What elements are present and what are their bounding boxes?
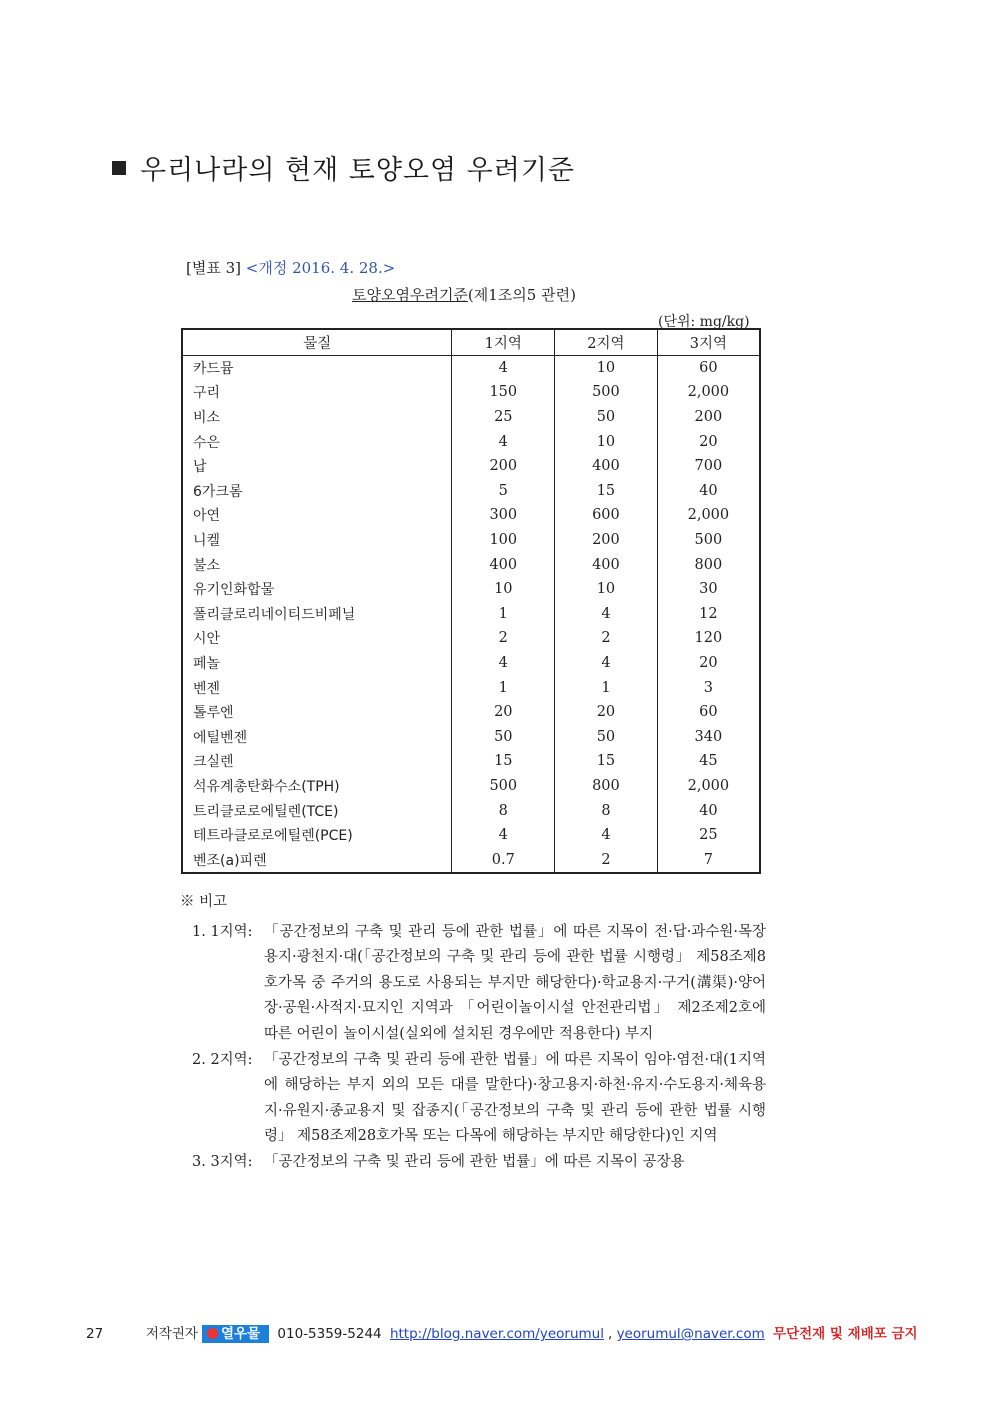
- substance-name: 폴리클로리네이티드비페닐: [193, 606, 356, 623]
- zone-2-value: 4: [555, 651, 658, 676]
- zone-3-value: 200: [657, 405, 760, 430]
- zone-1-value: 2: [452, 626, 555, 651]
- table-body: [182, 355, 760, 873]
- substance-name: 석유계총탄화수소(TPH): [193, 778, 340, 795]
- table-title-suffix: (제1조의5 관련): [467, 286, 576, 304]
- table-row: [182, 847, 760, 873]
- zone-1-value: 4: [452, 823, 555, 848]
- annex-label: [186, 257, 395, 278]
- substance-name: 6가크롬: [193, 483, 243, 500]
- table-row: [182, 528, 760, 553]
- zone-1-value: 150: [452, 380, 555, 405]
- page-number: 27: [86, 1326, 104, 1342]
- remark-text: 「공간정보의 구축 및 관리 등에 관한 법률」에 따른 지목이 임야·염전·대(1지역에 해당하는 부지 외의 모든 대를 말한다)·창고용지·하천·유지·수도용지·체육용지·유원지·종교용지 및 잡종지(「공간정보의 구축 및 관리 등에 관한 법률 시행령」 제58조제28호가목 또는 다목에 해당하는 부지만 해당한다)인 지역: [264, 1051, 766, 1145]
- substance-name: 수은: [193, 434, 221, 451]
- zone-2-value: 400: [555, 552, 658, 577]
- table-row: [182, 577, 760, 602]
- substance-name: 트리클로로에틸렌(TCE): [193, 803, 339, 820]
- zone-2-value: 15: [555, 479, 658, 504]
- zone-1-value: 8: [452, 798, 555, 823]
- table-row: [182, 774, 760, 799]
- zone-2-value: 800: [555, 774, 658, 799]
- zone-3-value: 2,000: [657, 503, 760, 528]
- table-row: [182, 405, 760, 430]
- square-bullet-icon: [112, 161, 126, 175]
- page-heading: [112, 148, 575, 187]
- zone-3-value: 120: [657, 626, 760, 651]
- copyright-warning: 무단전재 및 재배포 금지: [773, 1326, 918, 1342]
- substance-name: 아연: [193, 508, 221, 525]
- remark-label: 3. 3지역:: [192, 1153, 253, 1170]
- table-row: [182, 700, 760, 725]
- phone-number: 010-5359-5244: [277, 1326, 382, 1342]
- zone-2-value: 1: [555, 675, 658, 700]
- zone-3-value: 20: [657, 651, 760, 676]
- zone-3-value: 30: [657, 577, 760, 602]
- zone-1-value: 400: [452, 552, 555, 577]
- brand-badge: [202, 1325, 269, 1343]
- zone-1-value: 50: [452, 725, 555, 750]
- zone-2-value: 15: [555, 749, 658, 774]
- zone-3-value: 7: [657, 847, 760, 873]
- zone-2-value: 50: [555, 405, 658, 430]
- substance-name: 구리: [193, 385, 221, 402]
- brand-logo-icon: [207, 1328, 218, 1339]
- zone-3-value: 12: [657, 602, 760, 627]
- zone-1-value: 500: [452, 774, 555, 799]
- substance-name: 니켈: [193, 533, 221, 550]
- substance-name: 유기인화합물: [193, 582, 275, 599]
- zone-1-value: 4: [452, 355, 555, 380]
- zone-3-value: 3: [657, 675, 760, 700]
- zone-1-value: 200: [452, 454, 555, 479]
- table-row: [182, 823, 760, 848]
- zone-3-value: 40: [657, 798, 760, 823]
- zone-3-value: 45: [657, 749, 760, 774]
- substance-name: 벤조(a)피렌: [193, 852, 267, 869]
- soil-contamination-table: [181, 328, 761, 874]
- remarks-heading: ※ 비고: [180, 894, 228, 910]
- table-row: [182, 479, 760, 504]
- zone-3-value: 20: [657, 429, 760, 454]
- zone-1-value: 10: [452, 577, 555, 602]
- zone-2-value: 2: [555, 626, 658, 651]
- zone-3-value: 40: [657, 479, 760, 504]
- table-row: [182, 355, 760, 380]
- zone-2-value: 4: [555, 602, 658, 627]
- remark-item: [192, 1048, 780, 1150]
- table-title: [352, 284, 576, 305]
- annex-number: [별표 3]: [186, 259, 241, 277]
- table-row: [182, 602, 760, 627]
- zone-2-value: 2: [555, 847, 658, 873]
- zone-1-value: 4: [452, 651, 555, 676]
- zone-1-value: 0.7: [452, 847, 555, 873]
- remark-item: [192, 920, 780, 1048]
- annex-revision: <개정 2016. 4. 28.>: [245, 259, 396, 277]
- substance-name: 카드뮴: [193, 360, 234, 377]
- zone-3-value: 60: [657, 355, 760, 380]
- table-header-row: [182, 329, 760, 355]
- email-link[interactable]: yeorumul@naver.com: [616, 1326, 765, 1342]
- table-row: [182, 749, 760, 774]
- table-row: [182, 503, 760, 528]
- zone-3-value: 2,000: [657, 380, 760, 405]
- zone-2-value: 10: [555, 429, 658, 454]
- zone-2-value: 600: [555, 503, 658, 528]
- substance-name: 테트라클로로에틸렌(PCE): [193, 828, 353, 845]
- table-row: [182, 380, 760, 405]
- remark-text: 「공간정보의 구축 및 관리 등에 관한 법률」에 따른 지목이 공장용: [264, 1153, 685, 1170]
- zone-2-value: 400: [555, 454, 658, 479]
- substance-name: 시안: [193, 631, 221, 648]
- table-row: [182, 626, 760, 651]
- zone-3-value: 800: [657, 552, 760, 577]
- zone-3-value: 2,000: [657, 774, 760, 799]
- remark-label: 2. 2지역:: [192, 1051, 253, 1068]
- remark-text: 「공간정보의 구축 및 관리 등에 관한 법률」에 따른 지목이 전·답·과수원·목장용지·광천지·대(「공간정보의 구축 및 관리 등에 관한 법률 시행령」 제58조제8호가목 중 주거의 용도로 사용되는 부지만 해당한다)·학교용지·구거(溝渠)·양어장·공원·사적지·묘지인 지역과 「어린이놀이시설 안전관리법」 제2조제2호에 따른 어린이 놀이시설(실외에 설치된 경우에만 적용한다) 부지: [264, 923, 766, 1042]
- zone-2-value: 10: [555, 355, 658, 380]
- table-row: [182, 429, 760, 454]
- substance-name: 페놀: [193, 656, 221, 673]
- zone-3-value: 700: [657, 454, 760, 479]
- zone-1-value: 300: [452, 503, 555, 528]
- page-footer: 27 저작권자 열우물 010-5359-5244 http://blog.naver.com/yeorumul , yeorumul@naver.com 무단전재 및 재배포 금지: [86, 1326, 918, 1342]
- remark-item: [192, 1150, 780, 1176]
- zone-2-value: 200: [555, 528, 658, 553]
- substance-name: 벤젠: [193, 680, 221, 697]
- zone-1-value: 15: [452, 749, 555, 774]
- substance-name: 비소: [193, 410, 221, 427]
- substance-name: 크실렌: [193, 754, 234, 771]
- zone-2-value: 10: [555, 577, 658, 602]
- zone-2-value: 4: [555, 823, 658, 848]
- zone-1-value: 100: [452, 528, 555, 553]
- zone-2-value: 500: [555, 380, 658, 405]
- substance-name: 납: [193, 459, 207, 476]
- table-row: [182, 651, 760, 676]
- substance-name: 톨루엔: [193, 705, 234, 722]
- zone-1-value: 25: [452, 405, 555, 430]
- zone-3-value: 60: [657, 700, 760, 725]
- substance-name: 불소: [193, 557, 221, 574]
- zone-3-value: 340: [657, 725, 760, 750]
- heading-text: 우리나라의 현재 토양오염 우려기준: [140, 155, 575, 186]
- header-zone1: 1지역: [452, 329, 555, 355]
- zone-1-value: 1: [452, 675, 555, 700]
- table-row: [182, 552, 760, 577]
- unit-label: (단위: mg/kg): [658, 314, 750, 330]
- zone-1-value: 4: [452, 429, 555, 454]
- zone-3-value: 500: [657, 528, 760, 553]
- table-row: [182, 454, 760, 479]
- substance-name: 에틸벤젠: [193, 729, 248, 746]
- remark-label: 1. 1지역:: [192, 923, 253, 940]
- zone-3-value: 25: [657, 823, 760, 848]
- table-title-main: 토양오염우려기준: [352, 286, 468, 304]
- table-row: [182, 725, 760, 750]
- zone-2-value: 8: [555, 798, 658, 823]
- zone-1-value: 5: [452, 479, 555, 504]
- zone-1-value: 1: [452, 602, 555, 627]
- copyright-label: 저작권자: [145, 1326, 198, 1342]
- blog-link[interactable]: http://blog.naver.com/yeorumul: [389, 1326, 604, 1342]
- remarks-section: [180, 890, 780, 1176]
- brand-name: 열우물: [220, 1326, 261, 1342]
- header-zone2: 2지역: [555, 329, 658, 355]
- table-row: [182, 798, 760, 823]
- zone-2-value: 20: [555, 700, 658, 725]
- header-substance: 물질: [182, 329, 452, 355]
- zone-1-value: 20: [452, 700, 555, 725]
- zone-2-value: 50: [555, 725, 658, 750]
- header-zone3: 3지역: [657, 329, 760, 355]
- table-row: [182, 675, 760, 700]
